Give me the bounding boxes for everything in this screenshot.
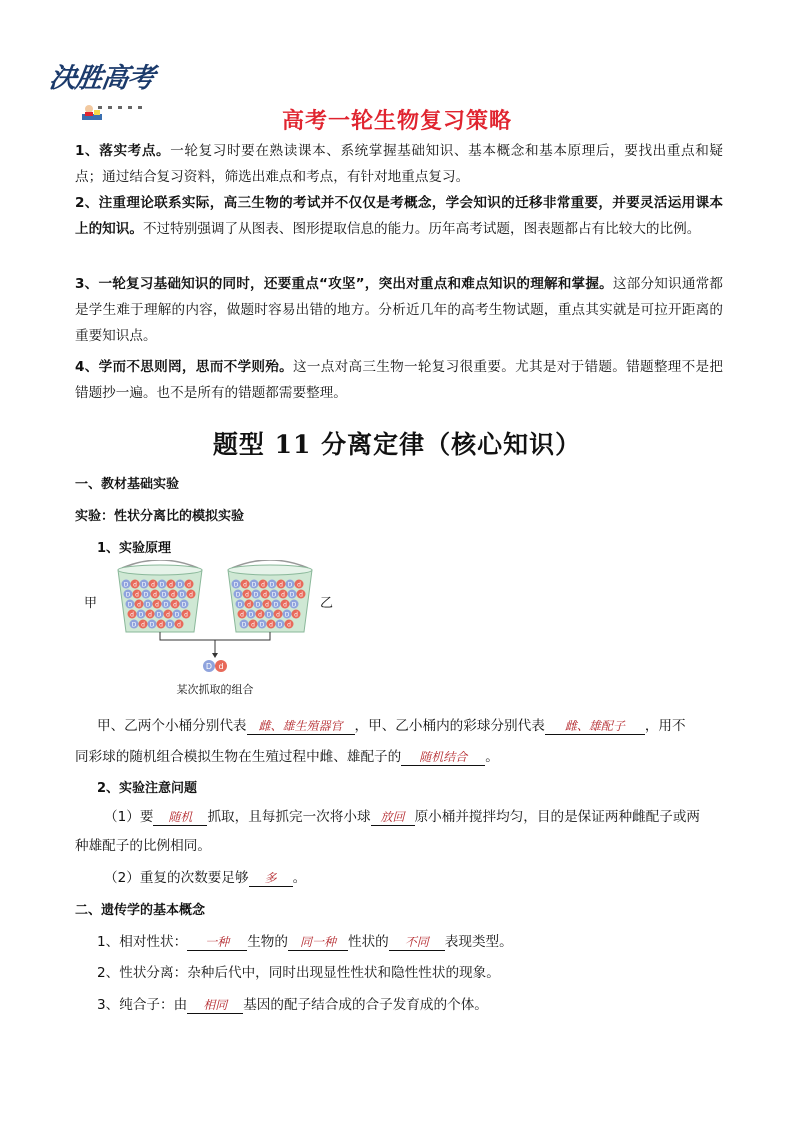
ball-letter: D — [273, 601, 279, 609]
ball-letter: d — [166, 611, 170, 619]
ball-letter: D — [123, 581, 129, 589]
principle-heading: 1、实验原理 — [97, 541, 172, 556]
ball-letter: D — [266, 611, 272, 619]
ball-letter: d — [281, 591, 285, 599]
ball-letter: d — [130, 611, 134, 619]
ball-letter: d — [245, 591, 249, 599]
buckets-diagram — [110, 560, 340, 700]
part1-heading: 一、教材基础实验 — [75, 477, 180, 492]
ball-letter: d — [189, 591, 193, 599]
ball-letter: d — [155, 601, 159, 609]
principle-sentence-2: 同彩球的随机组合模拟生物在生殖过程中雌、雄配子的 随机结合 。 — [75, 749, 499, 765]
ball-letter: d — [148, 611, 152, 619]
note-1-line-2: 种雄配子的比例相同。 — [75, 838, 211, 854]
ball-letter: D — [163, 601, 169, 609]
ball-letter: D — [159, 581, 165, 589]
ball-letter: d — [297, 581, 301, 589]
figure-caption: 某次抓取的组合 — [176, 683, 254, 696]
part2-heading: 二、遗传学的基本概念 — [75, 903, 206, 918]
ball-letter: D — [156, 611, 162, 619]
ball-letter: D — [145, 601, 151, 609]
strategy-4: 4、学而不思则罔，思而不学则殆。这一点对高三生物一轮复习很重要。尤其是对于错题。错题整理不是把错题抄一遍。也不是所有的错题都需要整理。 — [75, 359, 724, 401]
answer-blank[interactable]: 随机结合 — [401, 749, 485, 766]
ball-letter: D — [131, 621, 137, 629]
ball-letter: d — [159, 621, 163, 629]
ball-letter: D — [269, 581, 275, 589]
answer-blank[interactable]: 雌、雄配子 — [545, 718, 645, 735]
answer-blank[interactable]: 多 — [249, 870, 293, 887]
ball-letter: D — [289, 591, 295, 599]
concept-1: 1、相对性状： 一种 生物的 同一种 性状的 不同 表现类型。 — [97, 934, 513, 950]
ball-letter: d — [243, 581, 247, 589]
ball-letter: d — [258, 611, 262, 619]
label-yi: 乙 — [320, 596, 334, 611]
ball-letter: D — [235, 591, 241, 599]
answer-blank[interactable]: 相同 — [187, 997, 243, 1014]
strategy-3: 3、一轮复习基础知识的同时，还要重点“攻坚”，突出对重点和难点知识的理解和掌握。这部分知识通常都是学生难于理解的内容，做题时容易出错的地方。分析近几年的高考生物试题，重点其实就是可拉开距离的重要知识点。 — [75, 276, 723, 344]
ball-letter: d — [240, 611, 244, 619]
ball-letter: d — [276, 611, 280, 619]
ball-letter: D — [248, 611, 254, 619]
ball-letter: d — [137, 601, 141, 609]
bucket-yi — [228, 560, 312, 632]
ball-letter: d — [261, 581, 265, 589]
ball-letter: D — [138, 611, 144, 619]
answer-blank[interactable]: 一种 — [187, 934, 247, 951]
ball-letter: d — [247, 601, 251, 609]
ball-letter: d — [173, 601, 177, 609]
ball-letter: D — [127, 601, 133, 609]
ball-letter: d — [279, 581, 283, 589]
ball-letter: D — [287, 581, 293, 589]
section-title: 题型 11 分离定律（核心知识） — [212, 430, 582, 459]
strategy-1: 1、落实考点。一轮复习时要在熟读课本、系统掌握基础知识、基本概念和基本原理后，要找出重点和疑点；通过结合复习资料，筛选出难点和考点，有针对地重点复习。 — [75, 143, 723, 185]
ball-letter: D — [277, 621, 283, 629]
ball-letter: D — [181, 601, 187, 609]
strategy-2: 2、注重理论联系实际，高三生物的考试并不仅仅是考概念，学会知识的迁移非常重要，并要灵活运用课本上的知识。不过特别强调了从图表、图形提取信息的能力。历年高考试题，图表题都占有比较大的比例。 — [75, 195, 723, 237]
ball-letter: D — [179, 591, 185, 599]
ball-letter: d — [283, 601, 287, 609]
ball-letter: D — [174, 611, 180, 619]
ball-letter: d — [299, 591, 303, 599]
ball-letter: d — [184, 611, 188, 619]
ball-letter: d — [151, 581, 155, 589]
ball-letter: D — [255, 601, 261, 609]
principle-sentence-1: 甲、乙两个小桶分别代表 雌、雄生殖器官 ，甲、乙小桶内的彩球分别代表 雌、雄配子 ，用不 — [97, 718, 686, 734]
bucket-jia — [118, 560, 202, 632]
ball-letter: D — [177, 581, 183, 589]
ball-letter: d — [265, 601, 269, 609]
ball-letter: D — [251, 581, 257, 589]
ball-D-label: D — [205, 662, 213, 671]
ball-letter: d — [187, 581, 191, 589]
ball-letter: D — [161, 591, 167, 599]
ball-letter: D — [237, 601, 243, 609]
ball-d-label: d — [218, 662, 224, 671]
ball-letter: d — [294, 611, 298, 619]
answer-blank[interactable]: 放回 — [371, 809, 415, 826]
logo-text: 決胜高考 — [47, 63, 156, 94]
ball-letter: D — [125, 591, 131, 599]
answer-blank[interactable]: 不同 — [389, 934, 445, 951]
ball-letter: D — [241, 621, 247, 629]
note-1-line-1: （1）要 随机 抓取，且每抓完一次将小球 放回 原小桶并搅拌均匀，目的是保证两种雌配子或两 — [104, 809, 701, 825]
concept-2: 2、性状分离：杂种后代中，同时出现显性性状和隐性性状的现象。 — [97, 965, 500, 981]
ball-letter: d — [133, 581, 137, 589]
ball-letter: d — [287, 621, 291, 629]
ball-letter: d — [177, 621, 181, 629]
answer-blank[interactable]: 随机 — [153, 809, 207, 826]
ball-letter: D — [233, 581, 239, 589]
ball-letter: d — [141, 621, 145, 629]
label-jia: 甲 — [84, 596, 98, 611]
ball-letter: d — [171, 591, 175, 599]
ball-letter: d — [269, 621, 273, 629]
concept-3: 3、纯合子：由 相同 基因的配子结合成的合子发育成的个体。 — [97, 997, 488, 1013]
experiment-title: 实验：性状分离比的模拟实验 — [75, 509, 245, 524]
ball-letter: D — [253, 591, 259, 599]
logo-decoration — [98, 94, 154, 100]
page-title: 高考一轮生物复习策略 — [281, 109, 512, 134]
ball-letter: d — [251, 621, 255, 629]
notes-heading: 2、实验注意问题 — [97, 781, 198, 796]
bucket-figure — [80, 560, 440, 700]
ball-letter: D — [259, 621, 265, 629]
ball-letter: d — [135, 591, 139, 599]
ball-letter: d — [263, 591, 267, 599]
answer-blank[interactable]: 雌、雄生殖器官 — [247, 718, 355, 735]
ball-letter: d — [153, 591, 157, 599]
ball-letter: D — [141, 581, 147, 589]
ball-letter: D — [167, 621, 173, 629]
answer-blank[interactable]: 同一种 — [288, 934, 348, 951]
note-2: （2）重复的次数要足够 多 。 — [104, 870, 307, 886]
ball-letter: D — [291, 601, 297, 609]
ball-letter: D — [284, 611, 290, 619]
ball-letter: D — [143, 591, 149, 599]
ball-letter: D — [149, 621, 155, 629]
ball-letter: D — [271, 591, 277, 599]
ball-letter: d — [169, 581, 173, 589]
